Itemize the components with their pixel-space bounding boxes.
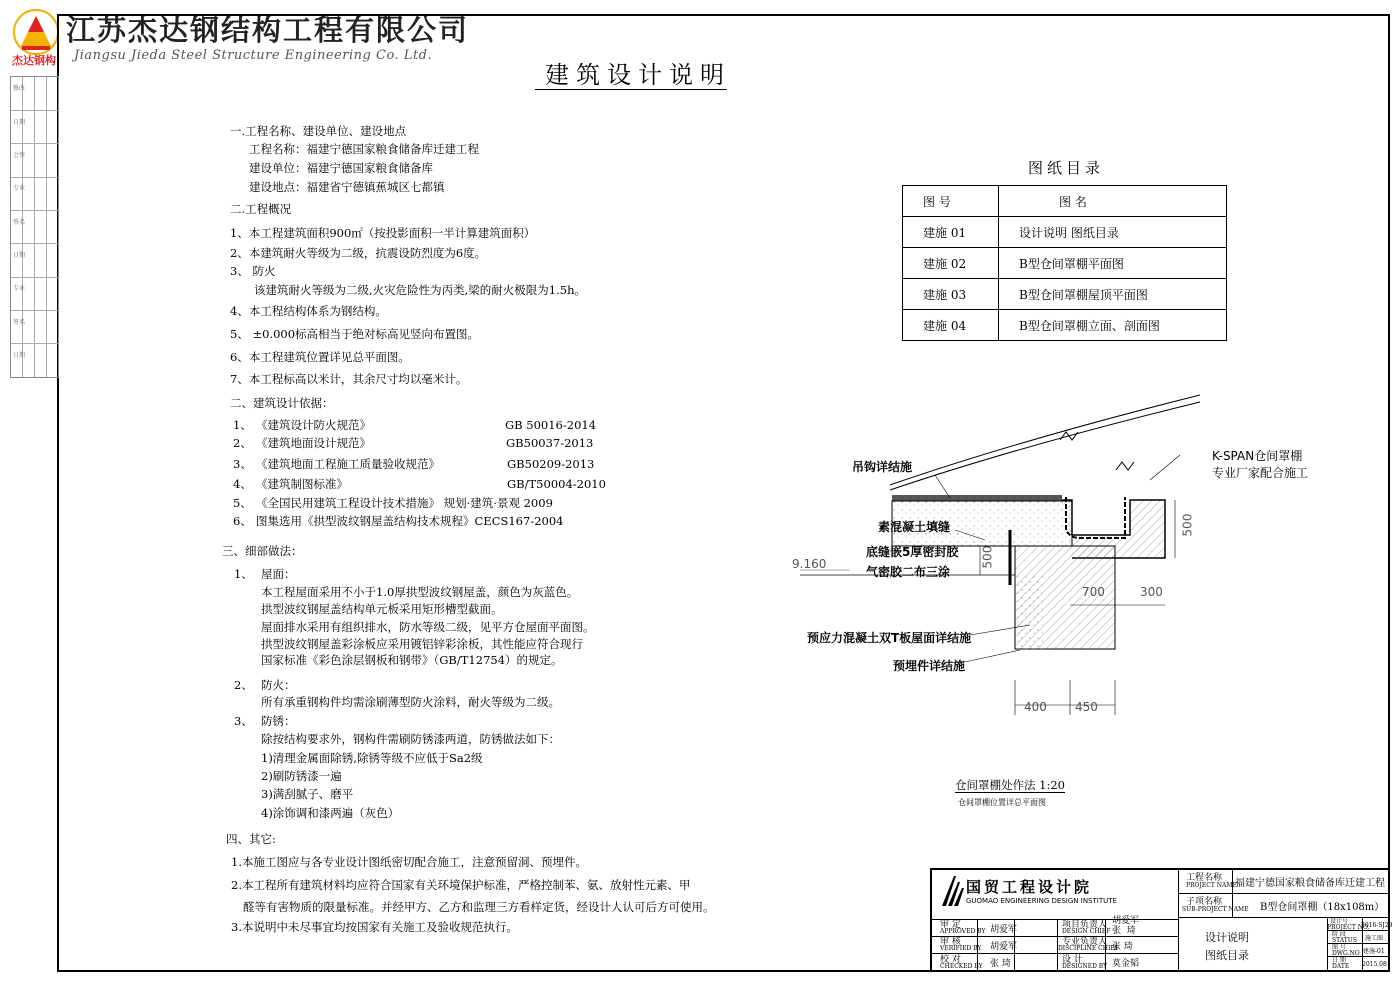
approved-name: 胡爱军 [990,925,1018,935]
roof-line-2: 拱型波纹钢屋盖结构单元板采用矩形槽型截面。 [261,602,503,616]
drawing-title-2: 图纸目录 [1205,949,1249,962]
roof-line-3: 屋面排水采用有组织排水，防水等级二级，见平方仓屋面平面图。 [261,620,595,634]
label-seal: 底缝嵌5厚密封胶 [866,545,959,559]
design-chief-label-en: DESIGN CHIEF [1062,928,1111,935]
proj-label-en: PROJECT NAME [1186,882,1237,889]
toc-no: 建施 04 [903,310,999,341]
checked-label-en: CHECKED BY [940,963,983,970]
ref-num: 6、 [233,514,252,528]
fire-line-1: 所有承重钢构件均需涂刷薄型防火涂料，耐火等级为二级。 [261,695,560,709]
overview-3: 3、 防火 [230,264,276,278]
toc-no: 建施 02 [903,248,999,279]
ref-code: GB 50016-2014 [505,418,597,432]
fire-num: 2、 [234,678,253,692]
overview-6: 6、本工程建筑位置详见总平面图。 [230,350,410,364]
date-label-en: DATE [1332,963,1350,970]
sidebar-label: 专业 [13,185,26,192]
roof-line-1: 本工程屋面采用不小于1.0厚拱型波纹钢屋盖，颜色为灰蓝色。 [261,585,579,599]
sidebar-label: 签名 [13,219,26,226]
status-label: 阶 段 [1332,931,1346,938]
label-tslab: 预应力混凝土双T板屋面详结施 [807,631,972,645]
proj-value: 福建宁德国家粮食储备库迁建工程 [1235,878,1385,889]
company-name-cn: 江苏杰达钢结构工程有限公司 [66,13,470,47]
no-label-en: PROJECT NO. [1327,924,1370,931]
overview-5: 5、 ±0.000标高相当于绝对标高见竖向布置图。 [230,327,480,341]
sidebar-label: 专业 [13,285,26,292]
other-2: 2.本工程所有建筑材料均应符合国家有关环境保护标准，严格控制苯、氨、放射性元素、甲 [231,878,691,892]
rust-title: 防锈： [261,714,296,728]
drawing-index-table [902,185,1227,341]
sidebar-label: 会签 [13,152,26,159]
status-value: 施工图 [1365,935,1384,942]
table-header-row [903,186,1227,217]
overview-7: 7、本工程标高以米计，其余尺寸均以毫米计。 [230,372,468,386]
ref-num: 4、 [233,477,252,491]
checked-label: 校 对 [940,955,961,965]
ref-code: GB50209-2013 [507,457,595,471]
toc-header-no: 图 号 [903,186,999,217]
ref-name: 《建筑地面工程施工质量验收规范》 [256,457,440,471]
dwg-label-en: DWG.NO [1332,950,1360,957]
approved-label: 审 定 [940,920,961,930]
project-name: 工程名称：福建宁德国家粮食储备库迁建工程 [249,142,479,156]
verified-name: 胡爱军 [990,942,1018,952]
rust-line-2: 1)清理金属面除锈,除锈等级不应低于Sa2级 [261,751,483,765]
drawing-title-1: 设计说明 [1205,931,1249,944]
design-chief-name: 胡爱军 张 琦 [1112,916,1140,936]
section-4-heading: 三、细部做法： [222,544,303,558]
overview-1: 1、本工程建筑面积900㎡（按投影面积一半计算建筑面积） [230,226,536,240]
fire-title: 防火： [261,678,296,692]
title-underline [535,89,727,90]
company-name-en: Jiangsu Jieda Steel Structure Engineering Co. Ltd. [74,48,433,63]
ref-code: GB/T50004-2010 [507,477,606,491]
other-1: 1.本施工图应与各专业设计图纸密切配合施工，注意预留洞、预埋件。 [231,855,587,869]
disc-chief-label: 专业负责人 [1062,937,1108,947]
table-row [903,279,1227,310]
institute-name: 国贸工程设计院 [966,878,1093,896]
ref-name: 《建筑制图标准》 [256,477,348,491]
label-kspan-2: 专业厂家配合施工 [1212,466,1309,480]
detail-subcaption: 仓间罩棚位置详总平面图 [958,798,1046,807]
other-2b: 醛等有害物质的限量标准。并经甲方、乙方和监理三方看样定货，经设计人认可后方可使用。 [243,900,715,914]
section-1-heading: 一.工程名称、建设单位、建设地点 [230,124,407,138]
page-title: 建筑设计说明 [545,61,731,89]
designed-name: 莫金韬 [1112,959,1140,969]
toc-header-name: 图 名 [999,186,1227,217]
toc-name: 设计说明 图纸目录 [999,217,1227,248]
label-cloth: 气密胶二布三涂 [866,565,951,579]
toc-title: 图纸目录 [1028,159,1105,177]
sidebar-label: 日期 [13,119,26,126]
overview-2: 2、本建筑耐火等级为二级，抗震设防烈度为6度。 [230,246,487,260]
roof-num: 1、 [234,567,253,581]
disc-chief-name: 张 琦 [1112,942,1133,952]
institute-name-en: GUOMAO ENGINEERING DESIGN INSTITUTE [966,897,1117,905]
disc-chief-label-en: DISCIPLINE CHIEF [1058,945,1119,952]
label-kspan: K-SPAN仓间罩棚 [1212,449,1303,463]
toc-name: B型仓间罩棚立面、剖面图 [999,310,1227,341]
label-embed: 预埋件详结施 [893,659,966,673]
site: 建设地点：福建省宁德镇蕉城区七都镇 [249,180,445,194]
toc-name: B型仓间罩棚平面图 [999,248,1227,279]
toc-no: 建施 03 [903,279,999,310]
design-chief-label: 项目负责人 [1062,920,1108,930]
verified-label-en: VERIFIED BY [940,945,982,952]
proj-label: 工程名称 [1186,873,1223,883]
status-label-en: STATUS [1332,937,1357,944]
elevation-label: 9.160 [792,557,827,571]
rust-line-1: 除按结构要求外，钢构件需刷防锈漆两道，防锈做法如下： [261,732,560,746]
date-label: 日 期 [1332,957,1346,964]
dwg-value: 建施-01 [1363,948,1385,955]
approved-label-en: APPROVED BY [940,928,986,935]
rust-line-4: 3)满刮腻子、磨平 [261,787,354,801]
roof-title: 屋面： [261,567,296,581]
verified-label: 审 核 [940,937,961,947]
dim-700: 700 [1082,585,1105,599]
checked-name: 张 琦 [990,959,1011,969]
ref-name: 《建筑设计防火规范》 [256,418,371,432]
no-label: 设计号 [1330,918,1349,925]
section-2-heading: 二.工程概况 [230,202,292,216]
section-5-heading: 四、其它: [226,832,276,846]
ref-name: 《建筑地面设计规范》 [256,436,371,450]
guomao-logo-icon [940,874,966,908]
sub-label-en: SUB-PROJECT NAME [1182,906,1249,913]
ref-name: 图集选用《拱型波纹钢屋盖结构技术规程》CECS167-2004 [256,514,564,528]
rust-num: 3、 [234,714,253,728]
other-3: 3.本说明中未尽事宜均按国家有关施工及验收规范执行。 [231,920,518,934]
ref-code: GB50037-2013 [506,436,594,450]
rust-line-5: 4)涂饰调和漆两遍（灰色） [261,806,400,820]
sidebar-label: 日期 [13,352,26,359]
roof-line-4: 拱型波纹钢屋盖彩涂板应采用镀铝锌彩涂板，其性能应符合现行 [261,637,583,651]
dwg-label: 图 号 [1332,944,1346,951]
revision-sidebar [10,76,59,378]
detail-caption: 仓间罩棚处作法 1:20 [955,778,1065,792]
owner: 建设单位：福建宁德国家粮食储备库 [249,161,433,175]
sidebar-label: 修改 [13,85,26,92]
ref-num: 2、 [233,436,252,450]
dim-500-left: 500 [980,545,995,569]
dim-300: 300 [1140,585,1163,599]
dim-450: 450 [1075,700,1098,714]
section-3-heading: 二、建筑设计依据： [230,396,334,410]
dim-500-right: 500 [1180,513,1195,537]
rust-line-3: 2)刷防锈漆一遍 [261,769,342,783]
ref-num: 3、 [233,457,252,471]
ref-num: 5、 [233,496,252,510]
table-row [903,217,1227,248]
roof-line-5: 国家标准《彩色涂层钢板和钢带》（GB/T12754）的规定。 [261,653,563,667]
ref-name: 《全国民用建筑工程设计技术措施》 规划·建筑·景观 2009 [256,496,553,510]
label-hook: 吊钩详结施 [852,460,913,474]
label-concrete: 素混凝土填缝 [878,520,951,534]
toc-name: B型仓间罩棚屋顶平面图 [999,279,1227,310]
dim-400: 400 [1024,700,1047,714]
no-value: 2016-SJ29 [1361,922,1393,929]
toc-no: 建施 01 [903,217,999,248]
date-value: 2015.08 [1362,961,1387,968]
gutter-detail-drawing [780,380,1220,730]
designed-label: 设 计 [1062,955,1083,965]
sub-value: B型仓间罩棚（18x108m） [1260,902,1385,913]
overview-4: 4、本工程结构体系为钢结构。 [230,304,387,318]
ref-num: 1、 [233,418,252,432]
logo-text: 杰达钢构 [12,54,56,67]
overview-3a: 该建筑耐火等级为二级,火灾危险性为丙类,梁的耐火极限为1.5h。 [254,283,587,297]
designed-label-en: DESIGNED BY [1062,963,1108,970]
sub-label: 子项名称 [1186,897,1223,907]
sidebar-label: 签名 [13,319,26,326]
table-row [903,310,1227,341]
sidebar-label: 日期 [13,252,26,259]
table-row [903,248,1227,279]
